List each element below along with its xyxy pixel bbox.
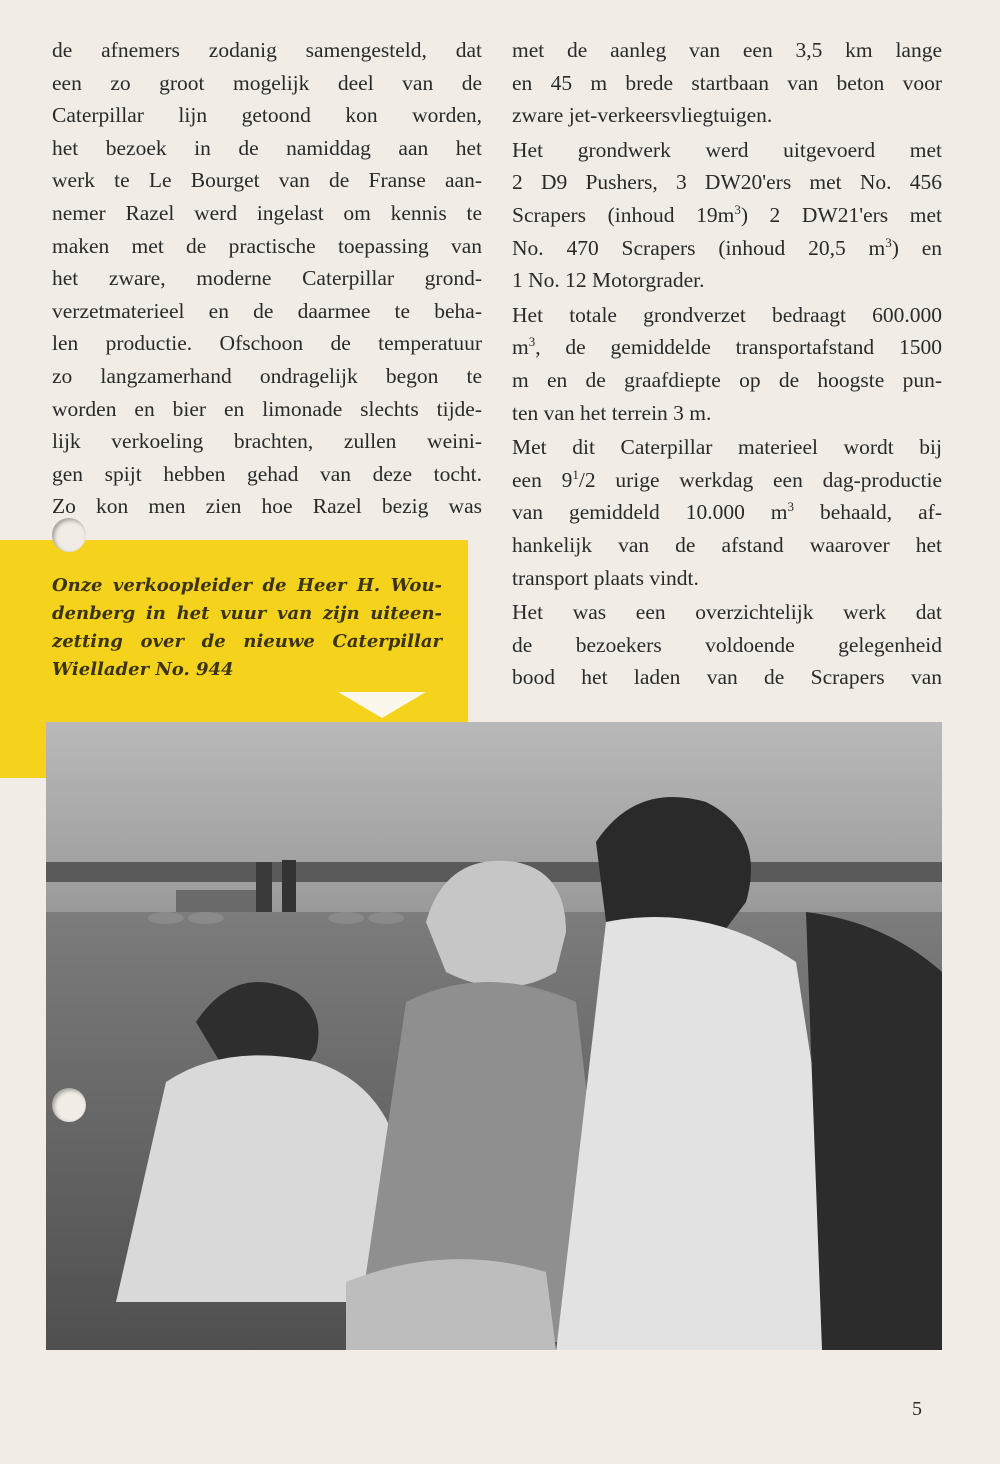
text-line: transport plaats vindt. [512,565,699,590]
text-line: 2 D9 Pushers, 3 DW20'ers met No. 456 [512,170,942,195]
text-line: Het totale grondverzet bedraagt 600.000 [512,302,942,327]
text-line: het bezoek in de namiddag aan het [52,135,482,160]
punch-hole [52,518,86,552]
photo [46,722,942,1350]
photo-caption [52,572,442,684]
text-line: werk te Le Bourget van de Franse aan- [52,168,482,193]
text-line: gen spijt hebben gehad van deze tocht. [52,461,482,486]
right-column [512,34,942,694]
paragraph-production [512,431,942,594]
text-line: zo langzamerhand ondragelijk begon te [52,363,482,388]
paragraph-volume [512,299,942,429]
text-line: Zo kon men zien hoe Razel bezig was [52,494,482,519]
text-line: Scrapers (inhoud $19m^3$) 2 DW21'ers met [512,201,942,227]
text-line: Het grondwerk werd uitgevoerd met [512,137,942,162]
text-line: het zware, moderne Caterpillar grond- [52,266,482,291]
text-line: de bezoekers voldoende gelegenheid [512,632,942,657]
text-line: No. 470 Scrapers (inhoud 20,5 $m^3$) en [512,234,943,260]
caption-line: Wiellader No. 944 [52,659,234,680]
text-line: len productie. Ofschoon de temperatuur [52,331,482,356]
paragraph-runway [512,34,942,132]
paragraph-overview [512,596,942,694]
photo-illustration [46,722,942,1350]
text-line: $m^3$, de gemiddelde transportafstand 1500 [512,334,942,360]
text-line: van gemiddeld 10.000 $m^3$ behaald, af- [512,499,942,525]
text-line: maken met de practische toepassing van [52,233,482,258]
text-line: Met dit Caterpillar materieel wordt bij [512,435,942,460]
text-line: ten van het terrein 3 m. [512,400,712,425]
text-line: lijk verkoeling brachten, zullen weini- [52,429,482,454]
caption-line: zetting over de nieuwe Caterpillar [52,631,442,652]
punch-hole [52,1088,86,1122]
text-line: en 45 m brede startbaan van beton voor [512,70,942,95]
text-line: worden en bier en limonade slechts tijde- [52,396,482,421]
caption-arrow-icon [338,692,426,718]
text-line: Het was een overzichtelijk werk dat [512,600,942,625]
page-number: 5 [912,1398,922,1420]
text-line: hankelijk van de afstand waarover het [512,532,942,557]
text-line: zware jet-verkeersvliegtuigen. [512,103,773,128]
caption-line: denberg in het vuur van zijn uiteen- [52,603,442,624]
text-line: bood het laden van de Scrapers van [512,665,942,690]
left-column [52,34,482,523]
text-line: met de aanleg van een 3,5 km lange [512,38,942,62]
text-line: m en de graafdiepte op de hoogste pun- [512,367,942,392]
text-line: 1 No. 12 Motorgrader. [512,268,705,293]
text-line: nemer Razel werd ingelast om kennis te [52,200,482,225]
caption-line: Onze verkoopleider de Heer H. Wou- [52,575,442,596]
text-line: een zo groot mogelijk deel van de [52,70,482,95]
paragraph-equipment [512,134,942,297]
left-paragraph [52,34,482,523]
text-line: Caterpillar lijn getoond kon worden, [52,103,482,128]
text-line: de afnemers zodanig samengesteld, dat [52,38,482,62]
text-line: een $9^1/2$ urige werkdag een dag-productie [512,466,942,492]
text-line: verzetmaterieel en de daarmee te beha- [52,298,482,323]
